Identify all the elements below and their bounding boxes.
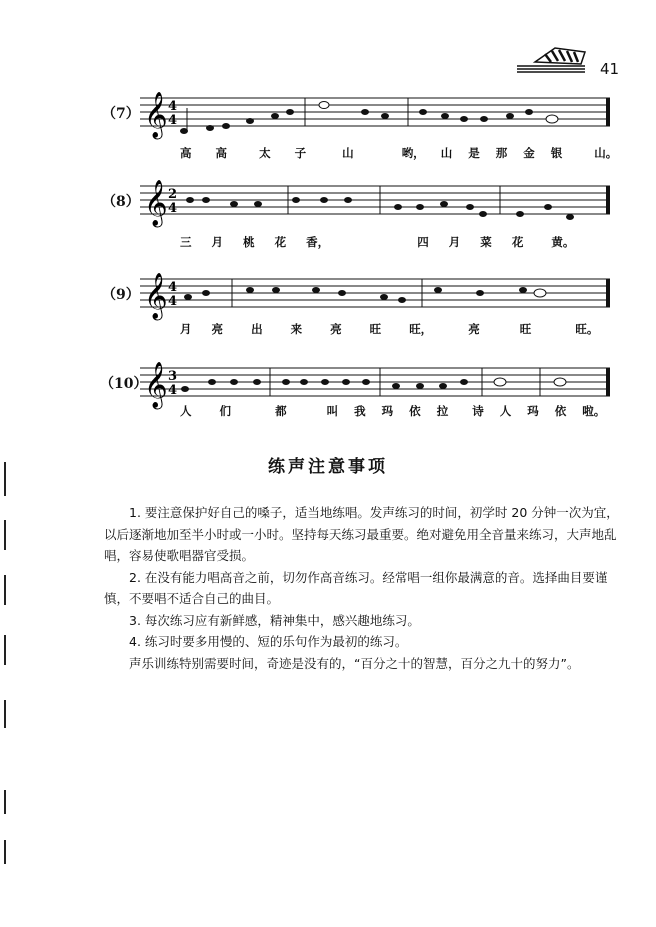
lyric-syllable: 哟， <box>401 146 425 160</box>
exercise-label: （8） <box>102 194 140 210</box>
lyric-syllable: 金 <box>523 146 535 160</box>
lyric-syllable: 高 <box>215 146 228 160</box>
lyric-syllable: 亮 <box>211 322 224 336</box>
lyric-syllable: 们 <box>219 404 232 418</box>
piano-keyboard-icon <box>515 40 587 76</box>
margin-mark <box>4 790 6 814</box>
exercise-label: （7） <box>102 106 140 122</box>
lyric-syllable: 香， <box>306 235 330 249</box>
time-signature: 4 <box>168 383 178 398</box>
lyric-syllable: 花 <box>274 235 287 249</box>
lyric-syllable: 山 <box>440 146 453 160</box>
section-title: 练声注意事项 <box>268 457 388 477</box>
lyric-syllable: 子 <box>294 146 307 160</box>
time-signature: 4 <box>168 294 178 309</box>
lyric-syllable: 都 <box>275 404 287 418</box>
paragraph: 4. 练习时要多用慢的、短的乐句作为最初的练习。 <box>129 634 408 649</box>
exercise-label: （9） <box>102 287 140 303</box>
time-signature: 2 <box>168 187 178 202</box>
lyric-syllable: 啦。 <box>582 404 606 418</box>
time-signature: 4 <box>168 99 178 114</box>
lyrics-line <box>180 145 617 161</box>
paragraph: 1. 要注意保护好自己的嗓子，适当地练唱。发声练习的时间，初学时 20 分钟一次为宜，以后逐渐地加至半小时或一小时。坚持每天练习最重要。绝对避免用全音量来练习，大声地乱唱，容易使歌唱器官受损。 <box>104 505 619 563</box>
lyrics-line <box>180 234 574 250</box>
svg-text:𝄞: 𝄞 <box>144 92 168 138</box>
lyric-syllable: 四 <box>417 235 429 249</box>
lyric-syllable: 银 <box>550 146 563 160</box>
svg-text:𝄞: 𝄞 <box>144 180 168 226</box>
lyric-syllable: 玛 <box>527 404 539 418</box>
lyric-syllable: 菜 <box>480 235 492 249</box>
lyric-syllable: 旺。 <box>575 322 599 336</box>
lyric-syllable: 玛 <box>381 404 394 418</box>
lyrics-line <box>180 403 605 419</box>
lyric-syllable: 旺 <box>519 322 532 336</box>
lyric-syllable: 我 <box>354 404 366 418</box>
margin-mark <box>4 700 6 728</box>
lyric-syllable: 黄。 <box>551 235 575 249</box>
lyric-syllable: 月 <box>448 235 461 249</box>
lyric-syllable: 月 <box>211 235 224 249</box>
lyric-syllable: 月 <box>180 322 192 336</box>
lyric-syllable: 亮 <box>468 322 480 336</box>
time-signature: 4 <box>168 280 178 295</box>
body-text <box>104 502 624 674</box>
time-signature: 4 <box>168 113 178 128</box>
paragraph: 声乐训练特别需要时间，奇迹是没有的，“百分之十的智慧，百分之九十的努力”。 <box>129 655 580 671</box>
margin-mark <box>4 840 6 864</box>
lyric-syllable: 高 <box>180 146 192 160</box>
lyric-syllable: 那 <box>495 146 508 160</box>
page-number: 41 <box>600 60 620 78</box>
lyrics-line <box>180 321 598 337</box>
lyric-syllable: 山。 <box>594 146 618 160</box>
margin-mark <box>4 635 6 665</box>
time-signature: 3 <box>168 369 178 384</box>
exercise-label: （10） <box>100 376 148 392</box>
lyric-syllable: 太 <box>259 146 271 160</box>
margin-mark <box>4 520 6 550</box>
lyric-syllable: 旺 <box>369 322 382 336</box>
lyric-syllable: 人 <box>180 404 192 418</box>
lyric-syllable: 亮 <box>330 322 342 336</box>
music-staff <box>140 176 620 236</box>
svg-text:𝄞: 𝄞 <box>144 362 168 408</box>
lyric-syllable: 来 <box>290 322 303 336</box>
lyric-syllable: 花 <box>511 235 524 249</box>
time-signature: 4 <box>168 201 178 216</box>
lyric-syllable: 诗 <box>472 404 484 418</box>
music-staff <box>140 88 620 148</box>
lyric-syllable: 出 <box>251 322 263 336</box>
margin-mark <box>4 575 6 605</box>
paragraph: 3. 每次练习应有新鲜感，精神集中，感兴趣地练习。 <box>129 612 420 628</box>
svg-text:𝄞: 𝄞 <box>144 273 168 319</box>
lyric-syllable: 桃 <box>243 235 255 249</box>
lyric-syllable: 山 <box>342 146 354 160</box>
lyric-syllable: 依 <box>409 404 421 418</box>
lyric-syllable: 三 <box>180 235 192 249</box>
lyric-syllable: 人 <box>499 404 512 418</box>
lyric-syllable: 是 <box>468 146 480 160</box>
lyric-syllable: 拉 <box>436 404 449 418</box>
music-staff <box>140 269 620 329</box>
lyric-syllable: 依 <box>554 404 567 418</box>
lyric-syllable: 旺， <box>409 322 433 336</box>
lyric-syllable: 叫 <box>326 404 339 418</box>
paragraph: 2. 在没有能力唱高音之前，切勿作高音练习。经常唱一组你最满意的音。选择曲目要谨慎，不要唱不适合自己的曲目。 <box>104 569 608 606</box>
